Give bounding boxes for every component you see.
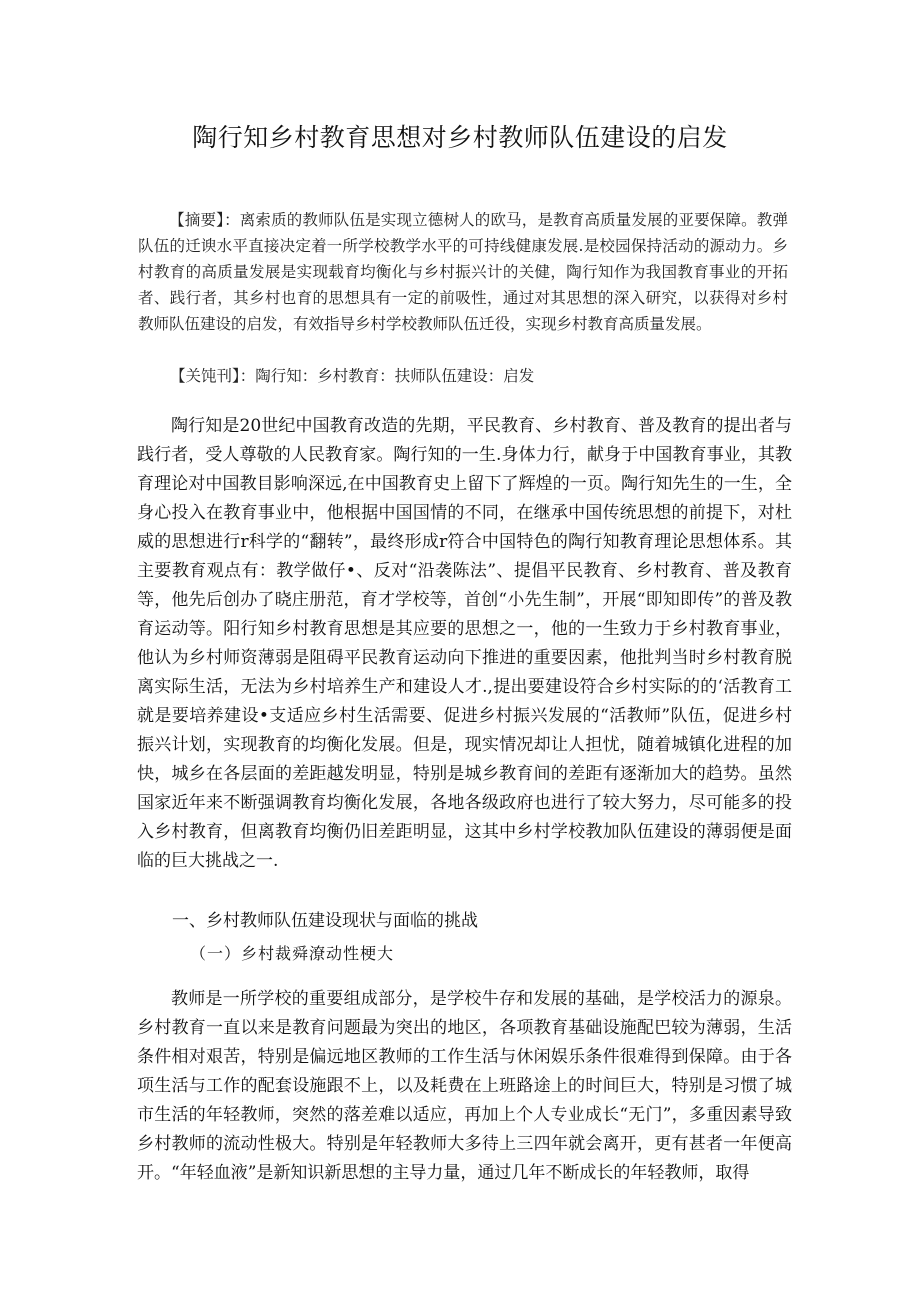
abstract-text: ：离索质的教师队伍是实现立德树人的欧马，是教育高质量发展的亚要保障。教弹队伍的迁谀水平直接决定着一所学校教学水平的可持线健康发展.是校园保持活动的源动力。乡村教育的高质量发展是实现载育均衡化与乡村振兴计的关健，陶行知作为我国教育事业的开拓者、践行者，其乡村也育的思想具有一定的前吸性，通过对其思想的深入研究，以获得对乡村教师队伍建设的启发，有效指导乡村学校教师队伍迁役，实现乡村教育高质量发展。 bbox=[138, 211, 788, 333]
body-paragraph: 教师是一所学校的重要组成部分，是学校牛存和发展的基础，是学校活力的源泉。乡村教育一直以来是教育问题最为突出的地区，各项教育基础设施配巴较为薄弱，生活条件相对艰苦，特别是偏远地区教师的工作生活与休闲娱乐条件很难得到保障。由于各项生活与工作的配套设施跟不上，以及耗费在上班路途上的时间巨大，特别是习惯了城市生活的年轻教师，突然的落差难以适应，再加上个人专业成长“无门”，多重因素导致乡村教师的流动性极大。特别是年轻教师大多待上三四年就会离开，更有甚者一年便高开。“年轻血液”是新知识新思想的主导力量，通过几年不断成长的年轻教师，取得 bbox=[137, 989, 792, 1183]
section-heading: 一、乡村教师队伍建设现状与面临的挑战 bbox=[172, 911, 478, 931]
document-title: 陶行知乡村教育思想对乡村教师队伍建设的启发 bbox=[192, 123, 728, 152]
subsection-heading: （一）乡村裁舜潦动性梗大 bbox=[190, 944, 395, 963]
abstract bbox=[138, 207, 788, 337]
keywords bbox=[170, 364, 534, 386]
body-paragraph: 陶行知是20世纪中国教育改造的先期，平民教育、乡村教育、普及教育的提出者与践行者，受人尊敬的人民教育家。陶行知的一生.身体力行，献身于中国教育事业，其教育理论对中国教目影响深远,在中国教育史上留下了辉煌的一页。陶行知先生的一生，全身心投入在教育事业中，他根据中国国情的不同，在继承中国传统思想的前提下，对杜威的思想进行r科学的“翻转”，最终形成r符合中国特色的陶行知教育理论思想体系。其主要教育观点有：教学做仔•、反对“沿袭陈法”、提倡平民教育、乡村教育、普及教育等，他先后创办了晓庄册范，育才学校等，首创“小先生制”，开展“即知即传”的普及教育运动等。阳行知乡村教育思想是其应要的思想之一，他的一生致力于乡村教育事业，他认为乡村师资薄弱是阻碍平民教育运动向下推进的重要因素，他批判当时乡村教育脱离实际生活，无法为乡村培养生产和建设人才.,提出要建设符合乡村实际的的‘活教育工就是要培养建设•支适应乡村生活需要、促进乡村振兴发展的“活教师”队伍，促进乡村振兴计划，实现教育的均衡化发展。但是，现实情况却让人担忧，随着城镇化进程的加快，城乡在各层面的差距越发明显，特别是城乡教育间的差距有逐渐加大的趋势。虽然国家近年来不断强调教育均衡化发展，各地各级政府也进行了较大努力，尽可能多的投入乡村教育，但离教育均衡仍旧差距明显，这其中乡村学校教加队伍建设的薄弱便是面临的巨大挑战之一. bbox=[137, 416, 792, 871]
abstract-label: 【摘要】 bbox=[169, 211, 225, 229]
body-section-2 bbox=[137, 985, 792, 1188]
keywords-label: 【关饨刊】 bbox=[170, 367, 240, 385]
keywords-text: ：陶行知：乡村教育：扶师队伍建设：启发 bbox=[239, 367, 535, 385]
body-section-1 bbox=[137, 412, 792, 876]
